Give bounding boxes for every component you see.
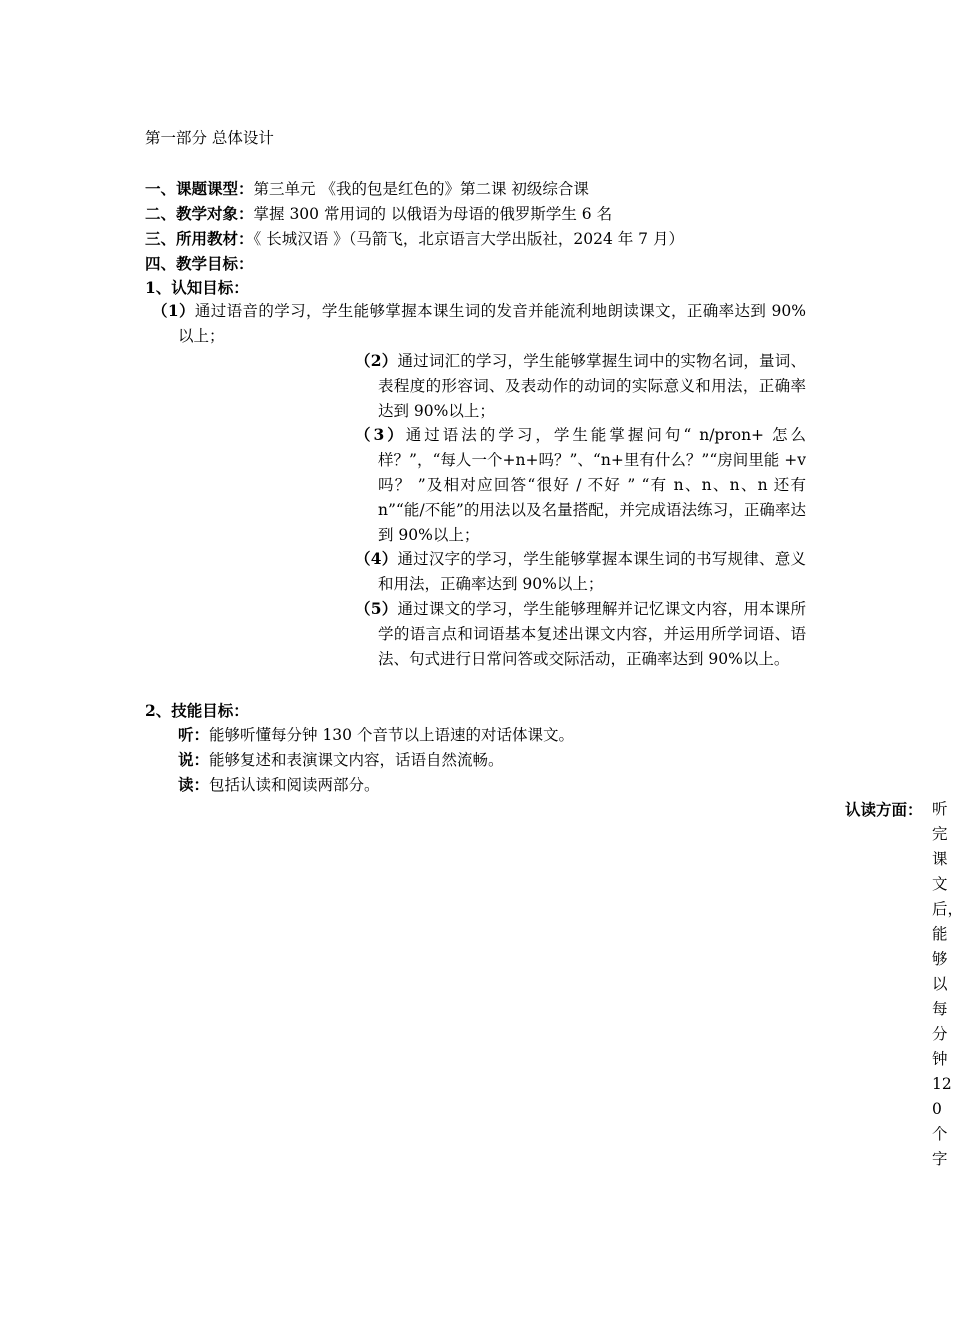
cognitive-item-4 <box>355 547 806 597</box>
skill-speaking <box>178 747 504 773</box>
item-text: 通过课文的学习，学生能够理解并记忆课文内容，用本课所学的语言点和词语基本复述出课文内容，并运用所学词语、语法、句式进行日常问答或交际活动，正确率达到 90%以上。 <box>378 599 806 668</box>
skills-heading: 2、技能目标： <box>145 701 249 720</box>
cognitive-item-3 <box>355 423 806 547</box>
section-course-type <box>145 176 589 202</box>
section-text: 第三单元 《我的包是红色的》第二课 初级综合课 <box>253 180 589 198</box>
section-text: 《 长城汉语 》（马箭飞，北京语言大学出版社，2024 年 7 月） <box>253 230 684 248</box>
cognitive-item-list <box>355 349 806 671</box>
item-number: （4） <box>355 549 398 569</box>
skill-reading <box>178 772 380 798</box>
section-label: 二、教学对象： <box>145 204 254 223</box>
item-text: 通过语法的学习，学生能掌握问句“ n/pron+ 怎么样？”，“每人一个+n+吗？”、“n+里有什么？”“房间里能 +v 吗？ ”及相对应回答“很好 / 不好 ” “有 n、n、n、n 还有 n”“能/不能”的用法以及名量搭配，并完成语法练习，正确率达到 90%以上； <box>378 426 806 544</box>
recognition-label: 认读方面： <box>845 800 923 819</box>
skill-label: 说： <box>178 750 210 769</box>
section-label: 三、所用教材： <box>145 229 254 248</box>
item-number: （3） <box>355 425 406 445</box>
cognitive-item-5 <box>355 597 806 671</box>
part-title: 第一部分 总体设计 <box>145 129 274 147</box>
skill-label: 听： <box>178 725 210 744</box>
cognitive-item-1 <box>152 299 806 349</box>
item-number: （2） <box>355 351 398 370</box>
item-text: 通过汉字的学习，学生能够掌握本课生词的书写规律、意义和用法，正确率达到 90%以上； <box>378 550 806 594</box>
section-textbook <box>145 226 684 252</box>
section-text: 掌握 300 常用词的 以俄语为母语的俄罗斯学生 6 名 <box>253 205 613 223</box>
skill-text: 包括认读和阅读两部分。 <box>209 776 380 794</box>
item-number: （5） <box>355 598 398 618</box>
item-text: 通过词汇的学习，学生能够掌握生词中的实物名词，量词、表程度的形容词、及表动作的动词的实际意义和用法，正确率达到 90%以上； <box>378 352 806 420</box>
section-objectives: 四、教学目标： <box>145 254 254 273</box>
skill-listening <box>178 722 574 748</box>
item-number: （1） <box>152 301 195 320</box>
recognition-text: 听完课文后，能够以每分钟120个字 <box>932 800 963 1168</box>
section-students <box>145 201 612 227</box>
skill-label: 读： <box>178 775 210 794</box>
cognitive-item-2 <box>355 349 806 423</box>
item-text: 通过语音的学习，学生能够掌握本课生词的发音并能流利地朗读课文，正确率达到 90%以上； <box>178 302 806 345</box>
cognitive-heading: 1、认知目标： <box>145 278 249 297</box>
section-label: 一、课题课型： <box>145 179 254 198</box>
skill-text: 能够听懂每分钟 130 个音节以上语速的对话体课文。 <box>209 726 574 744</box>
skill-text: 能够复述和表演课文内容，话语自然流畅。 <box>209 751 504 769</box>
